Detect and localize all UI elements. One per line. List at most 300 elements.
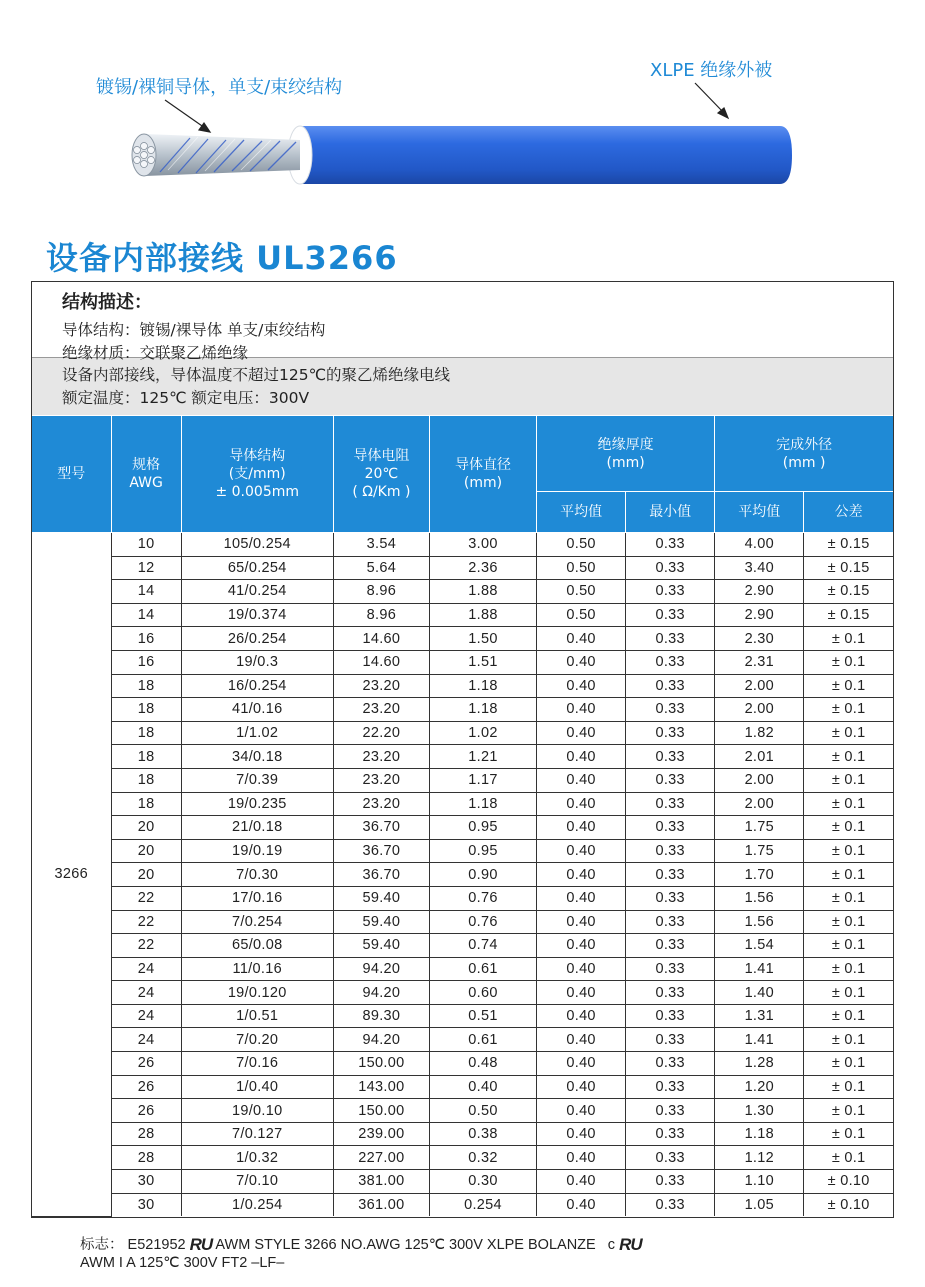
outer-avg-cell: 1.56 <box>715 886 804 910</box>
resistance-cell: 94.20 <box>333 957 429 981</box>
conductor-cell: 34/0.18 <box>181 745 333 769</box>
resistance-cell: 89.30 <box>333 1004 429 1028</box>
outer-avg-cell: 2.90 <box>715 603 804 627</box>
resistance-cell: 23.20 <box>333 674 429 698</box>
resistance-cell: 23.20 <box>333 768 429 792</box>
table-row <box>32 698 893 722</box>
insulation-min-cell: 0.33 <box>626 863 715 887</box>
tolerance-cell: ± 0.1 <box>804 863 893 887</box>
header-awg-line: 规格 <box>132 457 161 473</box>
table-row <box>32 603 893 627</box>
table-row <box>32 1146 893 1170</box>
table-row <box>32 721 893 745</box>
resistance-cell: 8.96 <box>333 603 429 627</box>
table-row <box>32 1052 893 1076</box>
diameter-cell: 0.254 <box>429 1193 536 1216</box>
conductor-cell: 1/0.254 <box>181 1193 333 1216</box>
awg-cell: 18 <box>111 745 181 769</box>
table-row <box>32 1075 893 1099</box>
header-insulation <box>537 416 715 492</box>
header-awg <box>111 416 181 533</box>
tolerance-cell: ± 0.1 <box>804 627 893 651</box>
diameter-cell: 1.88 <box>429 603 536 627</box>
insulation-label: XLPE 绝缘外被 <box>650 60 773 81</box>
insulation-jacket <box>288 126 792 184</box>
resistance-cell: 3.54 <box>333 533 429 557</box>
insulation-min-cell: 0.33 <box>626 674 715 698</box>
header-resistance-line: 导体电阻 <box>353 448 410 464</box>
tolerance-cell: ± 0.1 <box>804 1146 893 1170</box>
outer-avg-cell: 1.05 <box>715 1193 804 1216</box>
tolerance-cell: ± 0.1 <box>804 816 893 840</box>
outer-avg-cell: 1.75 <box>715 839 804 863</box>
insulation-avg-cell: 0.40 <box>537 1193 626 1216</box>
insulation-avg-cell: 0.40 <box>537 839 626 863</box>
conductor-cell: 41/0.16 <box>181 698 333 722</box>
outer-avg-cell: 1.30 <box>715 1099 804 1123</box>
conductor-cell: 7/0.20 <box>181 1028 333 1052</box>
awg-cell: 18 <box>111 698 181 722</box>
table-row <box>32 886 893 910</box>
outer-avg-cell: 1.10 <box>715 1170 804 1194</box>
table-row <box>32 839 893 863</box>
outer-avg-cell: 1.18 <box>715 1122 804 1146</box>
header-outer-line: 完成外径 <box>776 436 833 453</box>
header-conductor-line: (支/mm) <box>228 466 286 482</box>
resistance-cell: 36.70 <box>333 816 429 840</box>
tolerance-cell: ± 0.1 <box>804 886 893 910</box>
insulation-avg-cell: 0.50 <box>537 533 626 557</box>
insulation-min-cell: 0.33 <box>626 934 715 958</box>
insulation-min-cell: 0.33 <box>626 981 715 1005</box>
diameter-cell: 2.36 <box>429 556 536 580</box>
diameter-cell: 0.61 <box>429 1028 536 1052</box>
cable-illustration <box>0 0 925 230</box>
resistance-cell: 361.00 <box>333 1193 429 1216</box>
diameter-cell: 3.00 <box>429 533 536 557</box>
outer-avg-cell: 1.40 <box>715 981 804 1005</box>
resistance-cell: 94.20 <box>333 981 429 1005</box>
header-insulation-avg: 平均值 <box>537 492 626 533</box>
header-outer-avg: 平均值 <box>715 492 804 533</box>
conductor-strands <box>132 134 300 176</box>
conductor-cell: 11/0.16 <box>181 957 333 981</box>
conductor-cell: 41/0.254 <box>181 580 333 604</box>
page-title: 设备内部接线 UL3266 <box>46 239 398 277</box>
insulation-avg-cell: 0.40 <box>537 816 626 840</box>
marking-prefix: 标志： E521952 <box>80 1237 186 1253</box>
insulation-avg-cell: 0.40 <box>537 627 626 651</box>
diameter-cell: 0.90 <box>429 863 536 887</box>
insulation-min-cell: 0.33 <box>626 1099 715 1123</box>
outer-avg-cell: 2.31 <box>715 650 804 674</box>
conductor-cell: 19/0.120 <box>181 981 333 1005</box>
conductor-cell: 19/0.10 <box>181 1099 333 1123</box>
marking-line-1 <box>80 1236 642 1254</box>
insulation-min-cell: 0.33 <box>626 1122 715 1146</box>
table-row <box>32 1099 893 1123</box>
resistance-cell: 59.40 <box>333 910 429 934</box>
diameter-cell: 0.76 <box>429 910 536 934</box>
tolerance-cell: ± 0.1 <box>804 957 893 981</box>
header-conductor <box>181 416 333 533</box>
awg-cell: 18 <box>111 674 181 698</box>
spec-panel <box>31 281 894 1218</box>
awg-cell: 10 <box>111 533 181 557</box>
diameter-cell: 1.02 <box>429 721 536 745</box>
note-line-usage: 设备内部接线，导体温度不超过125℃的聚乙烯绝缘电线 <box>62 366 450 384</box>
table-row <box>32 627 893 651</box>
tolerance-cell: ± 0.1 <box>804 934 893 958</box>
awg-cell: 14 <box>111 603 181 627</box>
insulation-avg-cell: 0.40 <box>537 674 626 698</box>
diameter-cell: 0.38 <box>429 1122 536 1146</box>
ul-logo: RU <box>189 1235 213 1254</box>
insulation-min-cell: 0.33 <box>626 556 715 580</box>
conductor-cell: 65/0.08 <box>181 934 333 958</box>
resistance-cell: 5.64 <box>333 556 429 580</box>
awg-cell: 28 <box>111 1146 181 1170</box>
awg-cell: 12 <box>111 556 181 580</box>
tolerance-cell: ± 0.1 <box>804 650 893 674</box>
diameter-cell: 0.40 <box>429 1075 536 1099</box>
awg-cell: 22 <box>111 886 181 910</box>
table-row <box>32 792 893 816</box>
tolerance-cell: ± 0.10 <box>804 1170 893 1194</box>
conductor-cell: 7/0.30 <box>181 863 333 887</box>
conductor-cell: 19/0.235 <box>181 792 333 816</box>
insulation-min-cell: 0.33 <box>626 1170 715 1194</box>
resistance-cell: 14.60 <box>333 650 429 674</box>
insulation-arrow <box>695 83 728 118</box>
conductor-cell: 7/0.127 <box>181 1122 333 1146</box>
header-insulation-line: 绝缘厚度 <box>597 436 654 453</box>
diameter-cell: 0.48 <box>429 1052 536 1076</box>
tolerance-cell: ± 0.10 <box>804 1193 893 1216</box>
insulation-min-cell: 0.33 <box>626 603 715 627</box>
tolerance-cell: ± 0.1 <box>804 1028 893 1052</box>
resistance-cell: 14.60 <box>333 627 429 651</box>
outer-avg-cell: 1.82 <box>715 721 804 745</box>
insulation-avg-cell: 0.40 <box>537 1170 626 1194</box>
conductor-cell: 7/0.10 <box>181 1170 333 1194</box>
resistance-cell: 8.96 <box>333 580 429 604</box>
resistance-cell: 59.40 <box>333 934 429 958</box>
awg-cell: 22 <box>111 910 181 934</box>
outer-avg-cell: 1.31 <box>715 1004 804 1028</box>
awg-cell: 20 <box>111 816 181 840</box>
awg-cell: 20 <box>111 863 181 887</box>
insulation-avg-cell: 0.50 <box>537 603 626 627</box>
diameter-cell: 0.60 <box>429 981 536 1005</box>
conductor-cell: 16/0.254 <box>181 674 333 698</box>
awg-cell: 18 <box>111 768 181 792</box>
insulation-min-cell: 0.33 <box>626 580 715 604</box>
tolerance-cell: ± 0.1 <box>804 1052 893 1076</box>
tolerance-cell: ± 0.1 <box>804 1075 893 1099</box>
conductor-label: 镀锡/裸铜导体，单支/束绞结构 <box>96 77 343 98</box>
table-row <box>32 1122 893 1146</box>
header-resistance-line: 20℃ <box>364 466 399 482</box>
awg-cell: 24 <box>111 1004 181 1028</box>
outer-avg-cell: 2.00 <box>715 698 804 722</box>
table-row <box>32 556 893 580</box>
tolerance-cell: ± 0.1 <box>804 792 893 816</box>
diameter-cell: 0.32 <box>429 1146 536 1170</box>
awg-cell: 16 <box>111 650 181 674</box>
insulation-min-cell: 0.33 <box>626 957 715 981</box>
resistance-cell: 150.00 <box>333 1099 429 1123</box>
awg-cell: 22 <box>111 934 181 958</box>
header-resistance-line: ( Ω/Km ) <box>352 484 411 500</box>
table-row <box>32 1170 893 1194</box>
awg-cell: 18 <box>111 792 181 816</box>
tolerance-cell: ± 0.1 <box>804 981 893 1005</box>
outer-avg-cell: 1.28 <box>715 1052 804 1076</box>
awg-cell: 30 <box>111 1170 181 1194</box>
spec-table-body <box>32 533 893 1217</box>
awg-cell: 28 <box>111 1122 181 1146</box>
marking-text <box>80 1236 642 1272</box>
outer-avg-cell: 3.40 <box>715 556 804 580</box>
outer-avg-cell: 2.30 <box>715 627 804 651</box>
conductor-cell: 1/0.51 <box>181 1004 333 1028</box>
header-insulation-min: 最小值 <box>626 492 715 533</box>
header-outer <box>715 416 893 492</box>
diameter-cell: 1.50 <box>429 627 536 651</box>
diameter-cell: 1.51 <box>429 650 536 674</box>
header-model: 型号 <box>32 416 111 533</box>
insulation-avg-cell: 0.40 <box>537 792 626 816</box>
header-outer-tolerance: 公差 <box>804 492 893 533</box>
structure-line-conductor: 导体结构：镀锡/裸导体 单支/束绞结构 <box>62 321 326 339</box>
outer-avg-cell: 4.00 <box>715 533 804 557</box>
conductor-cell: 19/0.374 <box>181 603 333 627</box>
resistance-cell: 381.00 <box>333 1170 429 1194</box>
table-row <box>32 981 893 1005</box>
insulation-min-cell: 0.33 <box>626 721 715 745</box>
structure-line-insulation: 绝缘材质：交联聚乙烯绝缘 <box>62 344 249 362</box>
resistance-cell: 227.00 <box>333 1146 429 1170</box>
insulation-min-cell: 0.33 <box>626 816 715 840</box>
insulation-avg-cell: 0.40 <box>537 698 626 722</box>
tolerance-cell: ± 0.1 <box>804 745 893 769</box>
tolerance-cell: ± 0.15 <box>804 533 893 557</box>
awg-cell: 26 <box>111 1052 181 1076</box>
marking-style: AWM STYLE 3266 NO.AWG 125℃ 300V XLPE BOLANZE <box>215 1237 596 1253</box>
insulation-avg-cell: 0.40 <box>537 1075 626 1099</box>
resistance-cell: 23.20 <box>333 745 429 769</box>
insulation-avg-cell: 0.40 <box>537 1122 626 1146</box>
diameter-cell: 0.50 <box>429 1099 536 1123</box>
insulation-min-cell: 0.33 <box>626 1146 715 1170</box>
insulation-avg-cell: 0.40 <box>537 1004 626 1028</box>
insulation-avg-cell: 0.40 <box>537 745 626 769</box>
insulation-min-cell: 0.33 <box>626 792 715 816</box>
conductor-cell: 17/0.16 <box>181 886 333 910</box>
conductor-arrow <box>165 100 210 132</box>
structure-description <box>32 282 893 362</box>
insulation-avg-cell: 0.50 <box>537 556 626 580</box>
diameter-cell: 1.18 <box>429 792 536 816</box>
awg-cell: 30 <box>111 1193 181 1216</box>
insulation-min-cell: 0.33 <box>626 533 715 557</box>
outer-avg-cell: 2.00 <box>715 768 804 792</box>
insulation-avg-cell: 0.40 <box>537 1099 626 1123</box>
insulation-min-cell: 0.33 <box>626 768 715 792</box>
insulation-avg-cell: 0.40 <box>537 721 626 745</box>
header-outer-line: (mm ) <box>782 454 826 471</box>
resistance-cell: 23.20 <box>333 698 429 722</box>
awg-cell: 24 <box>111 981 181 1005</box>
diameter-cell: 0.95 <box>429 816 536 840</box>
diameter-cell: 0.95 <box>429 839 536 863</box>
awg-cell: 16 <box>111 627 181 651</box>
diameter-cell: 1.21 <box>429 745 536 769</box>
insulation-min-cell: 0.33 <box>626 1052 715 1076</box>
diameter-cell: 1.88 <box>429 580 536 604</box>
awg-cell: 24 <box>111 1028 181 1052</box>
awg-cell: 14 <box>111 580 181 604</box>
table-row <box>32 745 893 769</box>
rating-note <box>32 357 893 415</box>
conductor-cell: 1/1.02 <box>181 721 333 745</box>
insulation-avg-cell: 0.50 <box>537 580 626 604</box>
awg-cell: 26 <box>111 1075 181 1099</box>
awg-cell: 20 <box>111 839 181 863</box>
outer-avg-cell: 2.01 <box>715 745 804 769</box>
insulation-avg-cell: 0.40 <box>537 768 626 792</box>
insulation-min-cell: 0.33 <box>626 650 715 674</box>
tolerance-cell: ± 0.1 <box>804 698 893 722</box>
tolerance-cell: ± 0.1 <box>804 1122 893 1146</box>
diameter-cell: 0.51 <box>429 1004 536 1028</box>
table-row <box>32 1028 893 1052</box>
table-row <box>32 650 893 674</box>
tolerance-cell: ± 0.15 <box>804 580 893 604</box>
outer-avg-cell: 1.12 <box>715 1146 804 1170</box>
resistance-cell: 36.70 <box>333 863 429 887</box>
table-row <box>32 580 893 604</box>
tolerance-cell: ± 0.1 <box>804 674 893 698</box>
awg-cell: 18 <box>111 721 181 745</box>
table-row <box>32 533 893 557</box>
note-line-rating: 额定温度：125℃ 额定电压：300V <box>62 389 310 407</box>
diameter-cell: 1.17 <box>429 768 536 792</box>
resistance-cell: 22.20 <box>333 721 429 745</box>
conductor-cell: 1/0.32 <box>181 1146 333 1170</box>
tolerance-cell: ± 0.1 <box>804 1004 893 1028</box>
table-row <box>32 1193 893 1216</box>
insulation-min-cell: 0.33 <box>626 698 715 722</box>
resistance-cell: 239.00 <box>333 1122 429 1146</box>
insulation-avg-cell: 0.40 <box>537 957 626 981</box>
conductor-cell: 19/0.3 <box>181 650 333 674</box>
diameter-cell: 0.61 <box>429 957 536 981</box>
resistance-cell: 94.20 <box>333 1028 429 1052</box>
insulation-min-cell: 0.33 <box>626 886 715 910</box>
tolerance-cell: ± 0.1 <box>804 910 893 934</box>
diameter-cell: 1.18 <box>429 698 536 722</box>
header-diameter <box>429 416 536 533</box>
table-row <box>32 674 893 698</box>
insulation-avg-cell: 0.40 <box>537 1052 626 1076</box>
insulation-avg-cell: 0.40 <box>537 886 626 910</box>
header-conductor-line: 导体结构 <box>229 448 286 464</box>
spec-table <box>32 415 893 1217</box>
resistance-cell: 36.70 <box>333 839 429 863</box>
diameter-cell: 0.30 <box>429 1170 536 1194</box>
resistance-cell: 143.00 <box>333 1075 429 1099</box>
insulation-avg-cell: 0.40 <box>537 863 626 887</box>
header-conductor-line: ± 0.005mm <box>215 484 300 500</box>
outer-avg-cell: 1.75 <box>715 816 804 840</box>
insulation-min-cell: 0.33 <box>626 627 715 651</box>
table-row <box>32 1004 893 1028</box>
table-row <box>32 957 893 981</box>
conductor-cell: 105/0.254 <box>181 533 333 557</box>
outer-avg-cell: 1.70 <box>715 863 804 887</box>
header-awg-line: AWG <box>129 475 163 491</box>
insulation-min-cell: 0.33 <box>626 1028 715 1052</box>
diameter-cell: 1.18 <box>429 674 536 698</box>
outer-avg-cell: 2.90 <box>715 580 804 604</box>
tolerance-cell: ± 0.1 <box>804 768 893 792</box>
diameter-cell: 0.74 <box>429 934 536 958</box>
insulation-min-cell: 0.33 <box>626 745 715 769</box>
resistance-cell: 23.20 <box>333 792 429 816</box>
outer-avg-cell: 1.56 <box>715 910 804 934</box>
conductor-cell: 7/0.16 <box>181 1052 333 1076</box>
insulation-min-cell: 0.33 <box>626 1193 715 1216</box>
awg-cell: 24 <box>111 957 181 981</box>
insulation-avg-cell: 0.40 <box>537 1146 626 1170</box>
insulation-avg-cell: 0.40 <box>537 1028 626 1052</box>
header-insulation-line: (mm) <box>606 454 645 471</box>
diameter-cell: 0.76 <box>429 886 536 910</box>
conductor-cell: 26/0.254 <box>181 627 333 651</box>
insulation-min-cell: 0.33 <box>626 839 715 863</box>
tolerance-cell: ± 0.1 <box>804 1099 893 1123</box>
tolerance-cell: ± 0.1 <box>804 839 893 863</box>
awg-cell: 26 <box>111 1099 181 1123</box>
header-diameter-line: (mm) <box>463 475 503 491</box>
outer-avg-cell: 1.20 <box>715 1075 804 1099</box>
table-row <box>32 910 893 934</box>
c-mark: c <box>607 1237 616 1253</box>
ul-logo: RU <box>619 1235 642 1254</box>
table-row <box>32 768 893 792</box>
resistance-cell: 59.40 <box>333 886 429 910</box>
conductor-cell: 19/0.19 <box>181 839 333 863</box>
tolerance-cell: ± 0.15 <box>804 603 893 627</box>
marking-line-2: AWM I A 125℃ 300V FT2 –LF– <box>80 1255 285 1271</box>
conductor-cell: 65/0.254 <box>181 556 333 580</box>
table-row <box>32 816 893 840</box>
insulation-avg-cell: 0.40 <box>537 650 626 674</box>
outer-avg-cell: 1.41 <box>715 957 804 981</box>
insulation-avg-cell: 0.40 <box>537 981 626 1005</box>
header-diameter-line: 导体直径 <box>454 457 511 473</box>
table-row <box>32 934 893 958</box>
insulation-avg-cell: 0.40 <box>537 934 626 958</box>
header-resistance <box>333 416 429 533</box>
model-cell: 3266 <box>32 533 111 1217</box>
outer-avg-cell: 2.00 <box>715 674 804 698</box>
outer-avg-cell: 1.54 <box>715 934 804 958</box>
table-row <box>32 863 893 887</box>
conductor-cell: 21/0.18 <box>181 816 333 840</box>
